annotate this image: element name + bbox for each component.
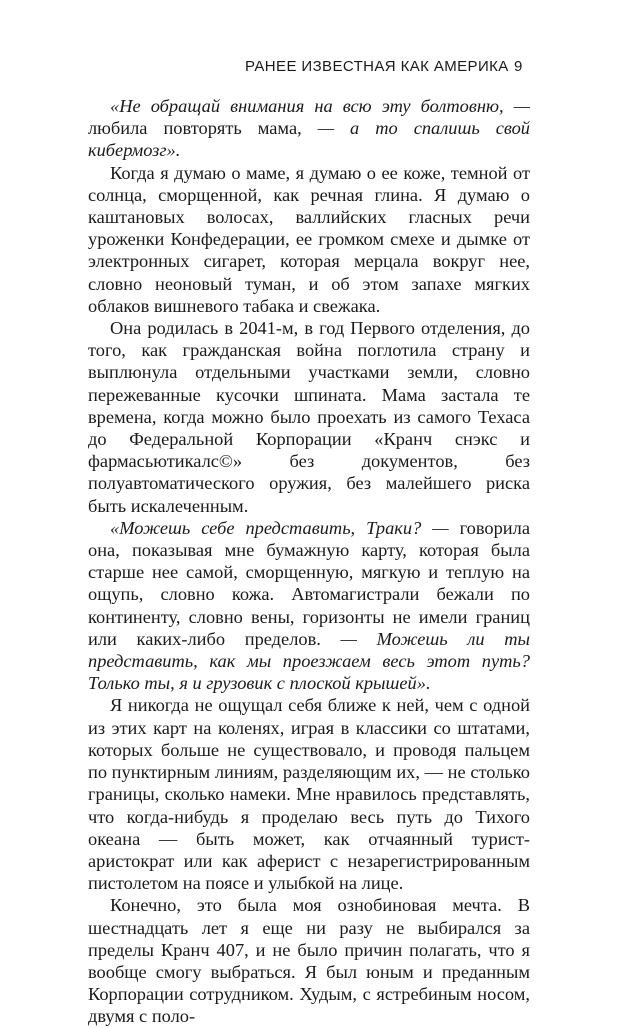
page-number: 9: [514, 58, 523, 75]
book-text: [88, 95, 530, 1028]
paragraph-4: [88, 517, 530, 695]
running-title: РАНЕЕ ИЗВЕСТНАЯ КАК АМЕРИКА: [245, 58, 509, 75]
italic-quote: «Не обращай внимания на всю эту болтовню, —: [110, 96, 530, 116]
paragraph-text: говорила она, показывая мне бумажную карту, которая была старше нее самой, сморщенную, мягкую и теплую на ощупь, словно кожа. Автомагистрали бежали по континенту, словно вены, горизонты не имели границ или каких-либо пределов.: [88, 517, 530, 649]
italic-quote: — а то спалишь свой кибермозг».: [88, 118, 530, 161]
paragraph-3: Она родилась в 2041-м, в год Первого отделения, до того, как гражданская война поглотила страну и выплюнула отдельными участками земли, словно пережеванные кусочки шпината. Мама застала те времена, когда можно было проехать из самого Техаса до Федеральной Корпорации «Кранч снэкс и фармасьютикалс©» без документов, без полуавтоматического оружия, без малейшего риска быть искалеченным.: [88, 318, 530, 516]
paragraph-5: Я никогда не ощущал себя ближе к ней, чем с одной из этих карт на коленях, играя в классики со штатами, которых больше не существовало, и проводя пальцем по пунктирным линиям, разделяющим их, — не столько границы, сколько намеки. Мне нравилось представлять, что когда-нибудь я проделаю весь путь до Тихого океана — быть может, как отчаянный турист-аристократ или как аферист с незарегистрированным пистолетом на поясе и улыбкой на лице.: [88, 695, 530, 894]
paragraph-text: любила повторять мама,: [88, 118, 318, 139]
paragraph-1: [88, 95, 530, 162]
paragraph-2: Когда я думаю о маме, я думаю о ее коже, темной от солнца, сморщенной, как речная глина. Я думаю о каштановых волосах, валлийских гласных речи уроженки Конфедерации, ее громком смехе и дымке от электронных сигарет, которая мерцала вокруг нее, словно неоновый туман, и об этом запахе мягких облаков вишневого табака и свежака.: [88, 162, 530, 316]
italic-quote: «Можешь себе представить, Траки? —: [110, 517, 449, 538]
paragraph-6: Конечно, это была моя ознобиновая мечта. В шестнадцать лет я еще ни разу не выбирался за пределы Кранч 407, и не было причин полагать, что я вообще смогу выбраться. Я был юным и преданным Корпорации сотрудником. Худым, с ястребиным носом, двумя с поло-: [88, 895, 530, 1027]
running-header: [0, 58, 620, 82]
italic-quote: — Можешь ли ты представить, как мы проезжаем весь этот путь? Только ты, я и грузовик с плоской крышей».: [88, 628, 530, 694]
